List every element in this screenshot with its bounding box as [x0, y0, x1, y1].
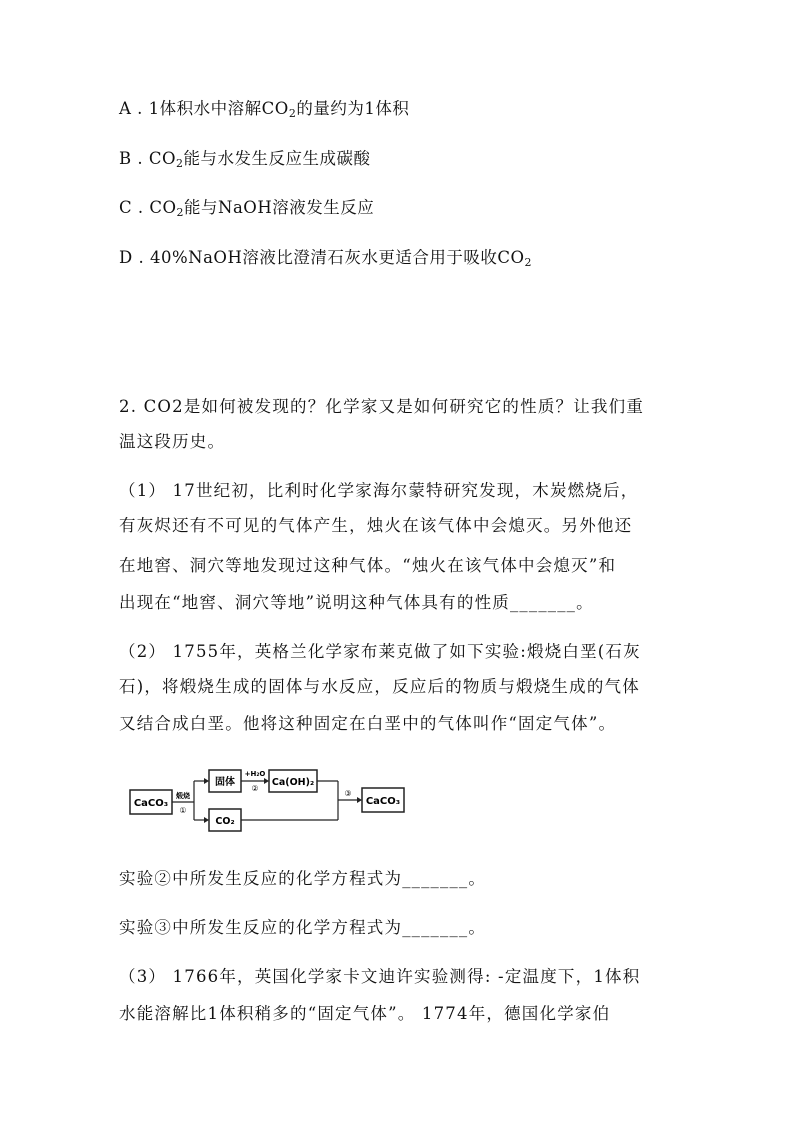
end-label: CaCO₃: [365, 796, 401, 807]
question-2-intro-line1: 2. CO2是如何被发现的？化学家又是如何研究它的性质？让我们重: [119, 397, 645, 416]
option-c: C . $CO_2$能与NaOH溶液发生反应: [119, 198, 375, 219]
question-2-intro-line2: 温这段历史。: [119, 432, 226, 451]
option-letter: A: [119, 99, 132, 118]
part1-line2: 有灰烬还有不可见的气体产生，烛火在该气体中会熄灭。另外他还: [119, 516, 633, 535]
part3-line1: （3） 1766年，英国化学家卡文迪许实验测得: -定温度下，1体积: [119, 967, 641, 986]
part3-line2: 水能溶解比1体积稍多的“固定气体”。 1774年，德国化学家伯: [119, 1004, 611, 1023]
part2-line2: 石)，将煅烧生成的固体与水反应，反应后的物质与煅烧生成的气体: [119, 677, 640, 696]
part1-line1: （1） 17世纪初，比利时化学家海尔蒙特研究发现，木炭燃烧后，: [119, 481, 639, 500]
part2-line1: （2） 1755年，英格兰化学家布莱克做了如下实验:煅烧白垩(石灰: [119, 642, 641, 661]
reaction-flow-diagram: [128, 766, 408, 838]
option-letter: C: [119, 198, 133, 217]
start-label: CaCO₃: [133, 798, 169, 809]
experiment-3-question: 实验③中所发生反应的化学方程式为_______。: [119, 918, 487, 937]
option-letter: B: [119, 149, 132, 168]
product2-label: Ca(OH)₂: [271, 777, 315, 788]
experiment-2-question: 实验②中所发生反应的化学方程式为_______。: [119, 869, 487, 888]
part2-line3: 又结合成白垩。他将这种固定在白垩中的气体叫作“固定气体”。: [119, 714, 617, 733]
option-b: B . $CO_2$能与水发生反应生成碳酸: [119, 149, 371, 170]
step1-number: ①: [179, 806, 187, 815]
step3-number: ③: [344, 789, 352, 798]
option-letter: D: [119, 248, 133, 267]
part1-line4: 出现在“地窖、洞穴等地”说明这种气体具有的性质_______。: [119, 593, 594, 612]
gas-label: CO₂: [215, 816, 235, 827]
option-d: D . 40%NaOH溶液比澄清石灰水更适合用于吸收$CO_2$: [119, 248, 533, 269]
part1-line3: 在地窖、洞穴等地发现过这种气体。“烛火在该气体中会熄灭”和: [119, 556, 617, 575]
step2-number: ②: [251, 784, 259, 793]
solid-label: 固体: [215, 777, 235, 788]
option-a: A . 1体积水中溶解$CO_2$的量约为1体积: [119, 99, 410, 120]
step1-condition: 煅烧: [176, 792, 190, 800]
water-label: +H₂O: [244, 770, 266, 778]
